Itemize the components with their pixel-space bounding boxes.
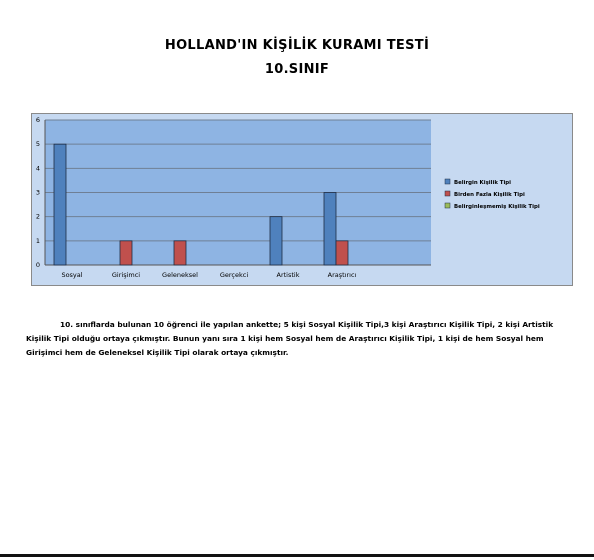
- bar: [54, 144, 66, 265]
- legend-swatch: [445, 179, 450, 184]
- bar: [336, 241, 348, 265]
- bar: [270, 217, 282, 265]
- y-tick-label: 0: [35, 261, 40, 269]
- description-text: 10. sınıflarda bulunan 10 öğrenci ile yapılan ankette; 5 kişi Sosyal Kişilik Tipi,3 kişi Araştırıcı Kişilik Tipi, 2 kişi Artistik Kişilik Tipi olduğu ortaya çıkmıştır. Bunun yanı sıra 1 kişi hem Sosyal hem de Araştırıcı Kişilik Tipi, 1 kişi de hem Sosyal hem Girişimci hem de Geleneksel Kişilik Tipi olarak ortaya çıkmıştır.: [26, 320, 554, 357]
- legend-swatch: [445, 191, 450, 196]
- x-tick-label: Girişimci: [111, 271, 141, 279]
- chart-svg: [32, 114, 572, 285]
- x-tick-label: Sosyal: [61, 271, 83, 279]
- bar-chart: [31, 113, 573, 286]
- legend-label: Belirgin Kişilik Tipi: [454, 180, 512, 186]
- bar: [120, 241, 132, 265]
- bottom-divider: [0, 554, 594, 557]
- page-title: HOLLAND'IN KİŞİLİK KURAMI TESTİ: [164, 38, 430, 53]
- page-subtitle: 10.SINIF: [264, 62, 330, 77]
- y-tick-label: 6: [35, 116, 40, 124]
- description-paragraph: [26, 318, 566, 360]
- bar: [174, 241, 186, 265]
- legend-swatch: [445, 203, 450, 208]
- y-tick-label: 1: [35, 236, 40, 245]
- y-tick-label: 4: [35, 164, 40, 173]
- bar: [324, 193, 336, 266]
- y-tick-label: 2: [35, 212, 40, 221]
- x-tick-label: Geleneksel: [162, 271, 198, 279]
- legend-label: Birden Fazla Kişilik Tipi: [454, 192, 525, 198]
- y-tick-label: 5: [35, 140, 40, 149]
- legend-label: Belirginleşmemiş Kişilik Tipi: [454, 204, 540, 210]
- x-tick-label: Gerçekci: [219, 271, 249, 279]
- x-tick-label: Artistik: [276, 271, 300, 279]
- y-tick-label: 3: [35, 188, 40, 197]
- x-tick-label: Araştırıcı: [327, 271, 357, 279]
